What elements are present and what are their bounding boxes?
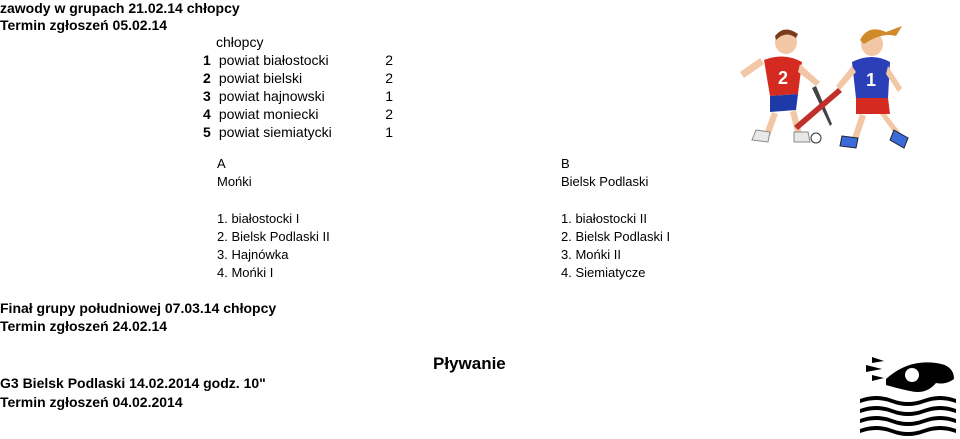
header-title: zawody w grupach 21.02.14 chłopcy [0,0,240,16]
counts-row-value: 2 [385,70,393,86]
player-right-number: 1 [866,70,877,90]
floorball-players-illustration [712,22,958,157]
counts-row-value: 2 [385,52,393,68]
counts-row-number: 2 [203,70,211,86]
group-team: 1. białostocki I [217,211,300,226]
group-team: 4. Mońki I [217,265,274,280]
final-deadline: Termin zgłoszeń 24.02.14 [0,318,168,334]
ball [811,133,821,143]
final-title: Finał grupy południowej 07.03.14 chłopcy [0,300,277,316]
counts-row-name: powiat moniecki [218,106,319,122]
swimming-title: Pływanie [433,354,506,373]
counts-row-name: powiat bielski [218,70,303,86]
group-team: 3. Mońki II [561,247,621,262]
counts-row-name: powiat hajnowski [218,88,325,104]
swimming-deadline: Termin zgłoszeń 04.02.2014 [0,394,183,410]
group-team: 4. Siemiatycze [561,265,646,280]
player-right-shorts [856,98,890,114]
counts-row-number: 3 [203,88,211,104]
swimming-event: G3 Bielsk Podlaski 14.02.2014 godz. 10" [0,375,266,391]
group-team: 2. Bielsk Podlaski I [561,229,671,244]
counts-row-value: 1 [385,124,393,140]
counts-row-name: powiat siemiatycki [218,124,332,140]
counts-row-number: 1 [203,52,211,68]
player-left-shorts [770,94,798,112]
counts-row [203,51,393,69]
group-letter: A [217,156,226,171]
group-place: Bielsk Podlaski [561,174,649,189]
swimmer-icon [856,355,958,437]
group-team: 2. Bielsk Podlaski II [217,229,330,244]
group-spacer [217,191,330,210]
counts-heading: chłopcy [216,34,264,50]
counts-table [203,33,393,141]
group-team: 1. białostocki II [561,211,647,226]
counts-row [203,69,393,87]
counts-row-name: powiat białostocki [218,52,329,68]
group-a [217,155,330,282]
counts-row-number: 4 [203,106,211,122]
header-deadline: Termin zgłoszeń 05.02.14 [0,17,168,33]
counts-row [203,123,393,141]
counts-row [203,105,393,123]
group-b [561,155,670,282]
group-letter: B [561,156,570,171]
counts-row-value: 2 [385,106,393,122]
player-left-number: 2 [778,68,789,88]
counts-row-value: 1 [385,88,393,104]
group-spacer [561,191,670,210]
group-team: 3. Hajnówka [217,247,289,262]
counts-row [203,87,393,105]
group-place: Mońki [217,174,252,189]
counts-row-number: 5 [203,124,211,140]
